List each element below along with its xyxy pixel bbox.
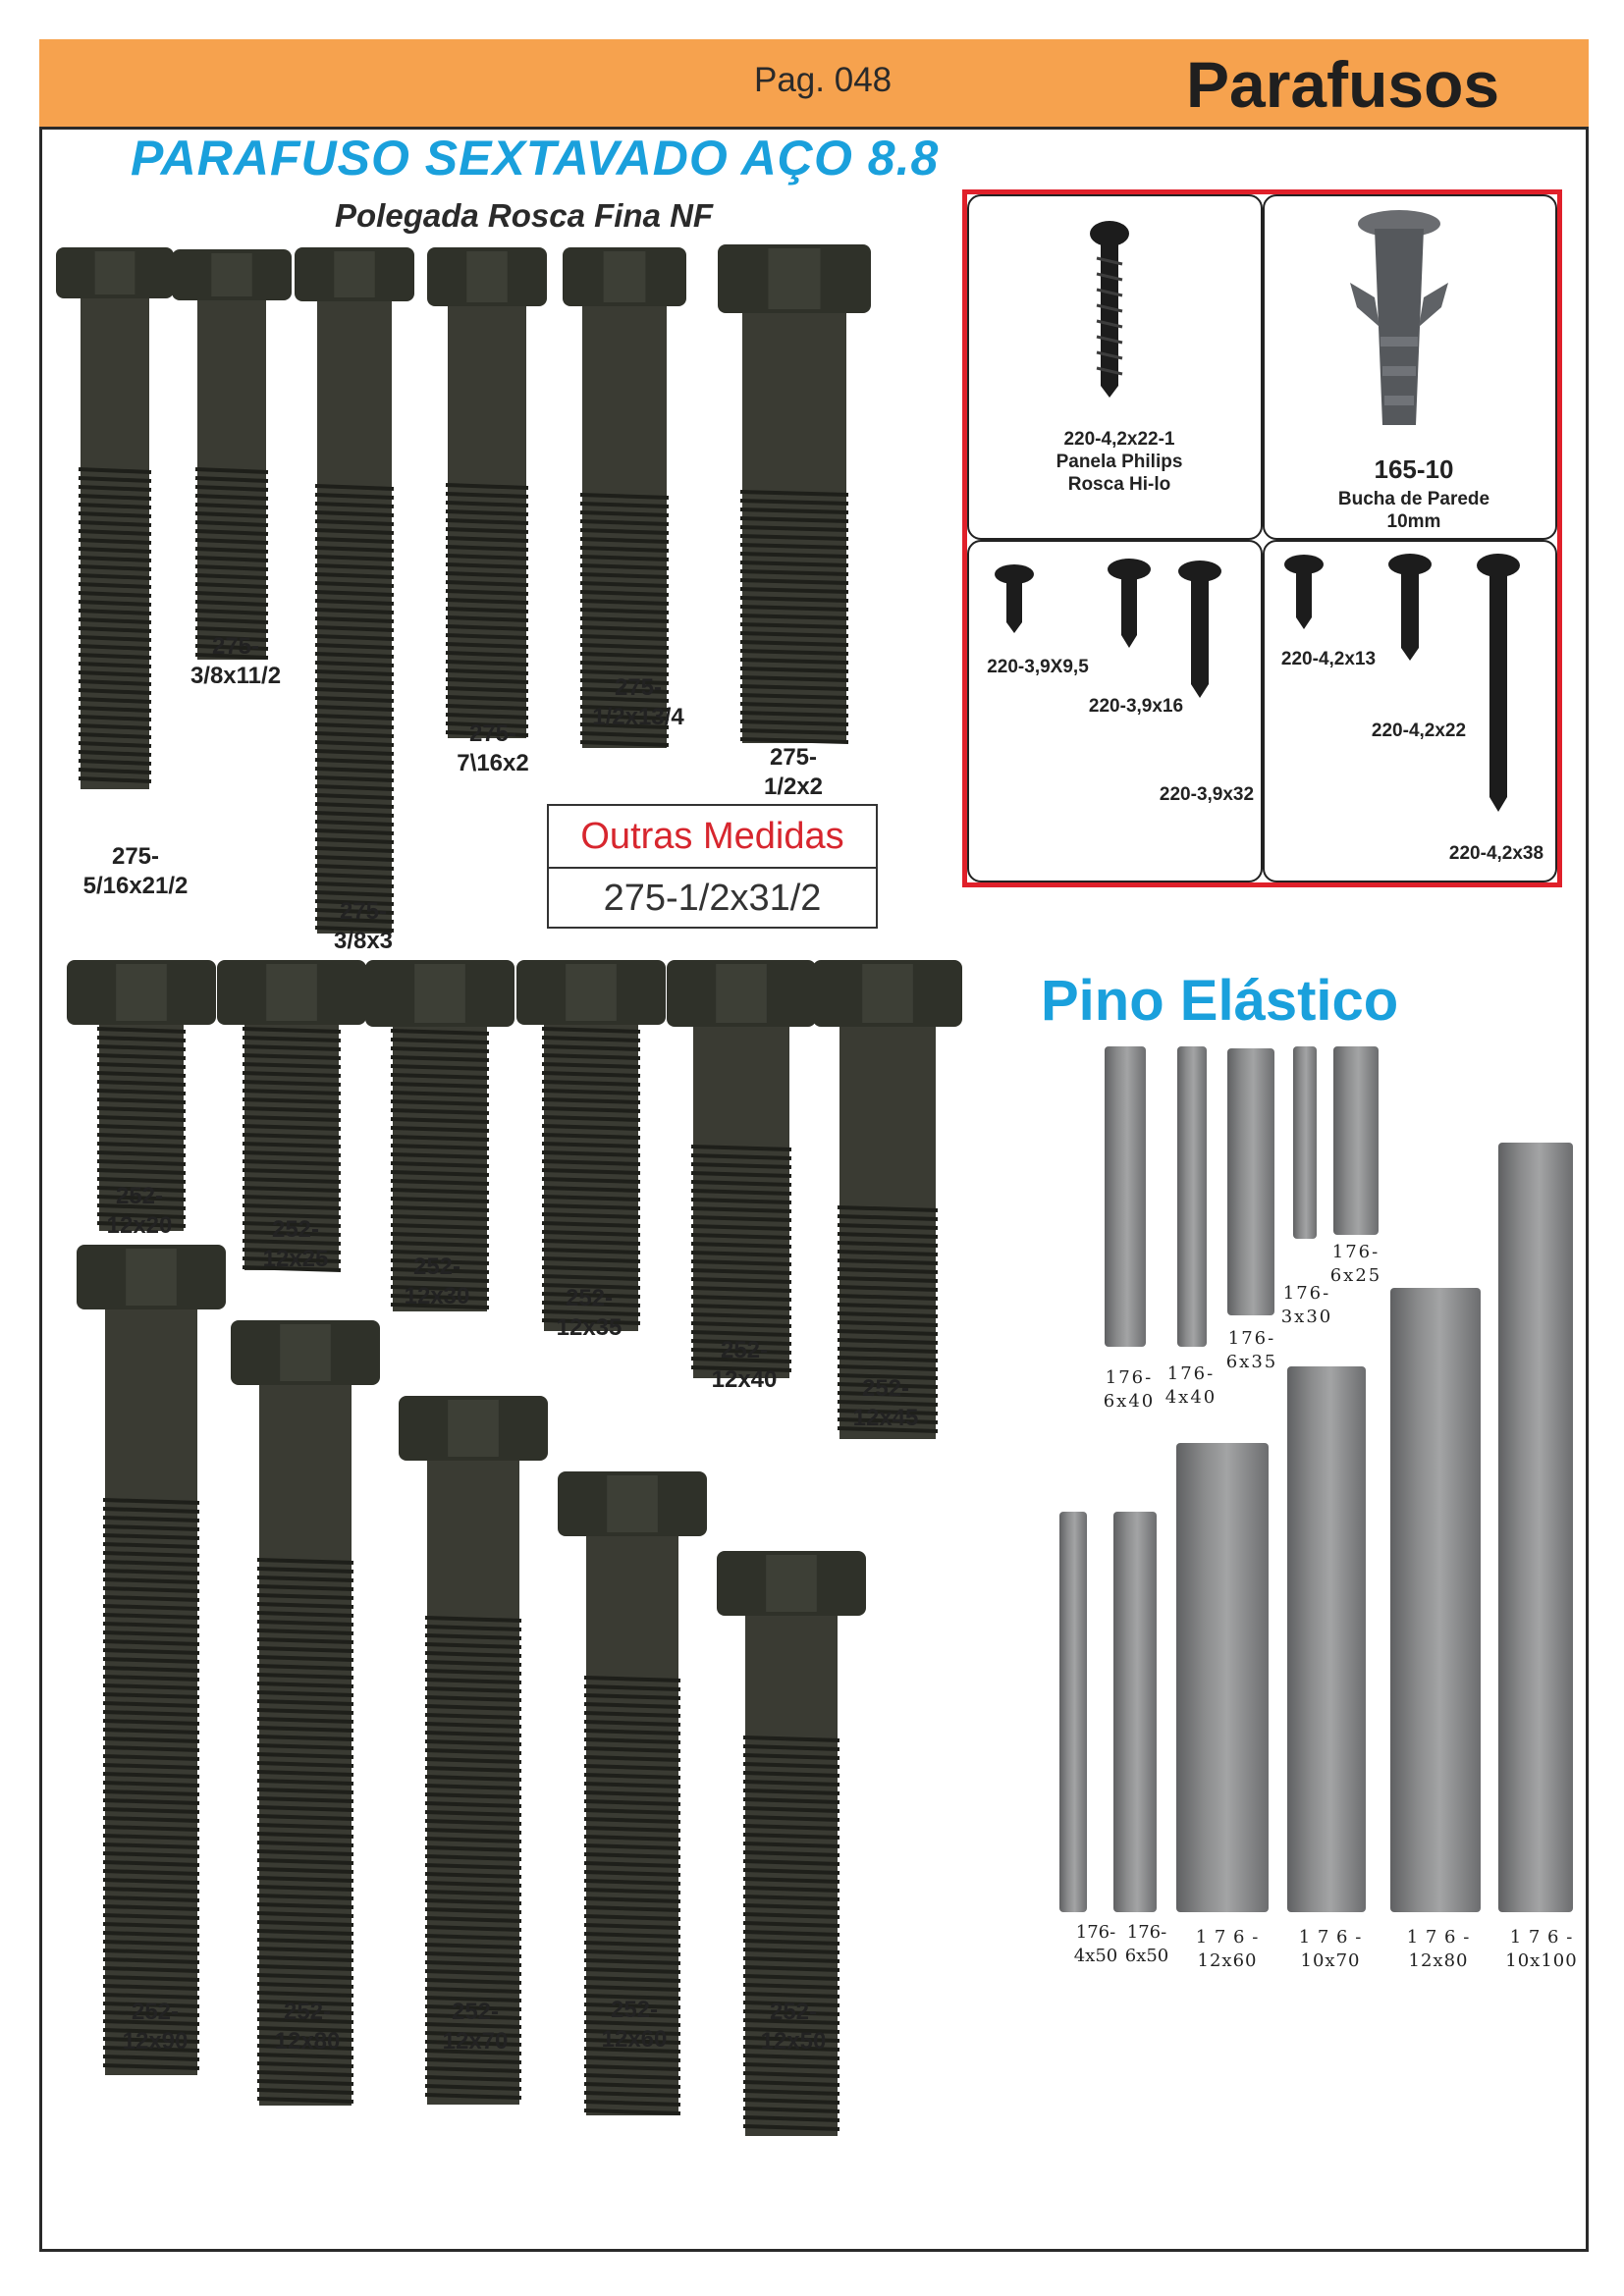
hex-bolt-icon <box>716 242 873 745</box>
pin-label: 1 7 6 - 12x60 <box>1195 1927 1260 1971</box>
hex-bolt-icon <box>665 958 818 1380</box>
screw-label: 220-3,9x32 <box>1159 784 1255 805</box>
metric-bolt-label: 252- 12x90 <box>122 1999 189 2055</box>
screw-39x32-icon <box>1178 561 1221 698</box>
hex-bolt-icon <box>75 1243 228 2077</box>
screw-39x16-icon <box>1108 559 1151 648</box>
elastic-pin-icon <box>1498 1143 1573 1912</box>
metric-bolt-label: 252- 12x80 <box>274 1999 341 2055</box>
elastic-pin-icon <box>1293 1046 1317 1239</box>
inch-bolt-label: 275- 5/16x21/2 <box>82 843 189 899</box>
category-title: Parafusos <box>1186 48 1500 121</box>
inch-bolt-label: 275- 7\16x2 <box>457 721 529 776</box>
pin-label: 1 7 6 - 10x70 <box>1298 1927 1363 1971</box>
inch-bolt-label: 275- 1/2x13/4 <box>592 674 684 730</box>
pin-label: 176- 6x50 <box>1124 1922 1169 1966</box>
metric-bolt-label: 252- 12x30 <box>404 1254 470 1309</box>
pino-title: Pino Elástico <box>1041 969 1399 1033</box>
pin-label: 176- 6x40 <box>1103 1367 1156 1412</box>
screw-label: 220-4,2x22 <box>1371 721 1467 741</box>
screw-42x13-icon <box>1284 555 1324 629</box>
elastic-pin-icon <box>1333 1046 1379 1235</box>
other-sizes-value: 275-1/2x31/2 <box>603 878 822 919</box>
screw-label: 220-4,2x38 <box>1448 843 1544 864</box>
elastic-pin-icon <box>1113 1512 1157 1912</box>
sub-title: Polegada Rosca Fina NF <box>335 197 714 234</box>
wall-plug-label: Bucha de Parede 10mm <box>1337 489 1490 532</box>
screw-label: 220-4,2x13 <box>1280 649 1377 669</box>
pin-label: 1 7 6 - 10x100 <box>1505 1927 1578 1971</box>
pin-label: 176- 4x40 <box>1164 1363 1218 1408</box>
other-sizes-title: Outras Medidas <box>549 806 876 869</box>
elastic-pin-icon <box>1105 1046 1146 1347</box>
metric-bolt-label: 252- 12x35 <box>556 1285 623 1341</box>
wall-plug-icon <box>1350 210 1448 425</box>
screw-label: 220-4,2x22-1 Panela Philips Rosca Hi-lo <box>1056 429 1183 495</box>
inch-bolt-label: 275- 3/8x11/2 <box>189 633 282 689</box>
pin-label: 1 7 6 - 12x80 <box>1406 1927 1471 1971</box>
metric-bolt-label: 252- 12x25 <box>262 1216 329 1272</box>
page-number: Pag. 048 <box>754 61 893 99</box>
metric-bolt-label: 252- 12x70 <box>442 1999 509 2055</box>
elastic-pin-icon <box>1059 1512 1087 1912</box>
screw-42x38-icon <box>1477 554 1520 812</box>
hex-bolt-icon <box>514 958 668 1333</box>
hex-bolt-icon <box>293 245 416 935</box>
pin-label: 176- 6x35 <box>1225 1328 1278 1372</box>
wall-plug-code: 165-10 <box>1374 454 1454 484</box>
inch-bolt-label: 275- 1/2x2 <box>763 744 824 800</box>
pan-head-screw-icon <box>1090 221 1129 398</box>
pin-label: 176- 4x50 <box>1073 1922 1118 1966</box>
elastic-pin-icon <box>1177 1046 1207 1347</box>
screw-label: 220-3,9X9,5 <box>987 657 1089 677</box>
screw-42x22-icon <box>1388 554 1432 661</box>
main-title: PARAFUSO SEXTAVADO AÇO 8.8 <box>131 131 940 186</box>
hex-bolt-icon <box>170 247 294 662</box>
screw-label: 220-3,9x16 <box>1088 696 1184 717</box>
metric-bolt-label: 252- 12x50 <box>760 1999 827 2055</box>
hex-bolt-icon <box>229 1318 382 2108</box>
hex-bolt-icon <box>811 958 964 1441</box>
metric-bolt-label: 252- 12x40 <box>711 1337 778 1393</box>
pin-label: 176- 6x25 <box>1329 1242 1382 1286</box>
metric-bolt-label: 252- 12x60 <box>601 1997 668 2053</box>
inch-bolt-label: 275- 3/8x3 <box>333 898 394 954</box>
elastic-pin-icon <box>1287 1366 1366 1912</box>
metric-bolt-label: 252- 12x20 <box>106 1183 173 1239</box>
pin-label: 176- 3x30 <box>1280 1283 1333 1327</box>
elastic-pin-icon <box>1390 1288 1481 1912</box>
metric-bolt-label: 252- 12x45 <box>852 1375 919 1431</box>
elastic-pin-icon <box>1227 1048 1274 1315</box>
hex-bolt-icon <box>425 245 549 740</box>
elastic-pin-icon <box>1176 1443 1269 1912</box>
other-sizes-box <box>547 804 878 929</box>
screw-39x95-icon <box>995 564 1034 633</box>
hex-bolt-icon <box>54 245 176 791</box>
